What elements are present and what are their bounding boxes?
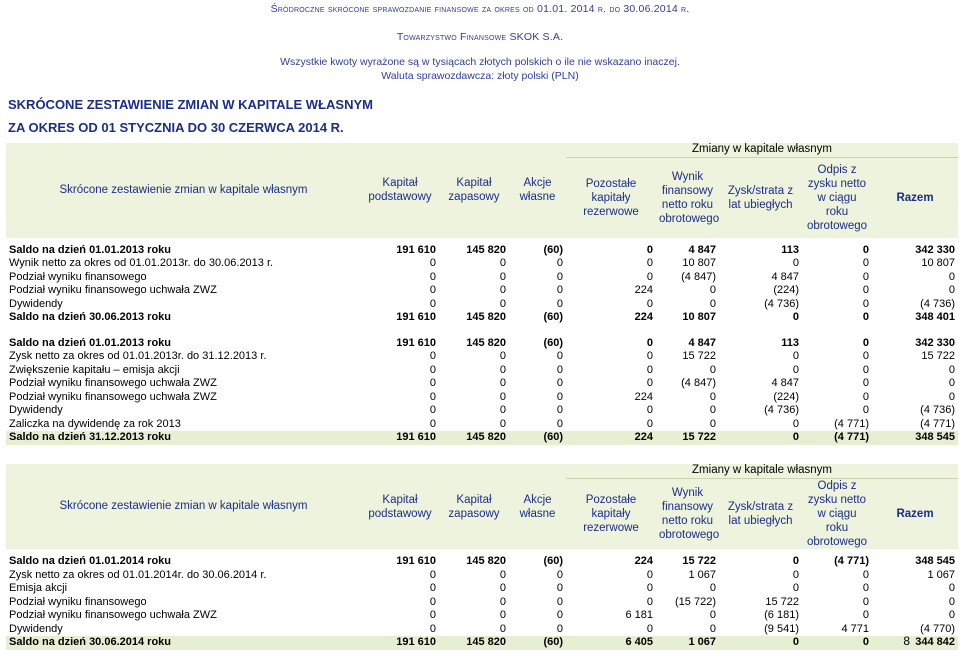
row-value: 0 bbox=[429, 595, 436, 608]
row-value: 0 bbox=[556, 270, 563, 283]
row-label: Podział wyniku finansowego uchwała ZWZ bbox=[9, 609, 217, 621]
row-value: (4 771) bbox=[834, 417, 869, 430]
table-row bbox=[6, 418, 958, 432]
table-row bbox=[6, 298, 958, 312]
col-header: Kapitał zapasowy bbox=[439, 464, 509, 549]
row-value: 0 bbox=[499, 595, 506, 608]
row-value: 0 bbox=[792, 311, 799, 323]
row-value: 0 bbox=[556, 350, 563, 362]
row-value: 0 bbox=[709, 284, 716, 296]
row-value: 0 bbox=[429, 363, 436, 376]
row-value: 0 bbox=[719, 431, 802, 445]
table-row bbox=[6, 244, 958, 258]
row-value: 0 bbox=[709, 390, 716, 403]
row-value: 0 bbox=[948, 582, 956, 594]
row-value: 10 807 bbox=[921, 257, 956, 269]
row-label: Saldo na dzień 01.01.2013 roku bbox=[9, 336, 172, 349]
row-value: 0 bbox=[556, 622, 563, 635]
row-value: 0 bbox=[862, 609, 869, 621]
row-value: 224 bbox=[634, 311, 653, 323]
col-header: Kapitał zapasowy bbox=[439, 143, 509, 238]
row-value: 0 bbox=[646, 336, 653, 349]
col-header: Kapitał podstawowy bbox=[361, 143, 439, 238]
equity-changes-table-1 bbox=[6, 143, 958, 445]
row-value: 344 842 bbox=[872, 636, 958, 650]
row-value: (6 181) bbox=[764, 609, 799, 621]
row-value: 0 bbox=[499, 404, 506, 416]
row-value: 191 610 bbox=[361, 636, 439, 650]
row-value: 0 bbox=[862, 595, 869, 608]
row-label: Zaliczka na dywidendę za rok 2013 bbox=[9, 417, 181, 430]
table-header-label: Skrócone zestawienie zmian w kapitale własnym bbox=[6, 464, 361, 549]
row-value: 0 bbox=[499, 390, 506, 403]
row-value: 0 bbox=[792, 582, 799, 594]
table-row bbox=[6, 404, 958, 418]
group-header: Zmiany w kapitale własnym bbox=[566, 143, 958, 158]
table-row bbox=[6, 623, 958, 637]
row-value: 0 bbox=[646, 568, 653, 581]
row-value: 0 bbox=[646, 350, 653, 362]
row-value: 0 bbox=[862, 311, 869, 323]
row-label: Emisja akcji bbox=[9, 582, 68, 594]
table-row bbox=[6, 350, 958, 364]
row-value: 0 bbox=[862, 297, 869, 310]
row-value: 113 bbox=[781, 243, 799, 256]
row-value: 4 847 bbox=[688, 243, 716, 256]
table-row bbox=[6, 391, 958, 405]
row-value: 342 330 bbox=[915, 243, 956, 256]
row-value: 0 bbox=[646, 417, 653, 430]
row-value: (15 722) bbox=[675, 595, 716, 608]
row-value: 0 bbox=[429, 404, 436, 416]
row-value: 0 bbox=[862, 363, 869, 376]
row-value: 145 820 bbox=[439, 431, 509, 445]
table-row bbox=[6, 582, 958, 596]
row-value: (60) bbox=[509, 636, 566, 650]
col-header: Akcje własne bbox=[509, 143, 566, 238]
row-value: 0 bbox=[792, 417, 799, 430]
table-row bbox=[6, 311, 958, 325]
col-header: Odpis z zysku netto w ciągu roku obrotowego bbox=[802, 158, 872, 238]
row-value: 0 bbox=[499, 270, 506, 283]
row-value: 348 545 bbox=[872, 431, 958, 445]
row-value: (60) bbox=[509, 431, 566, 445]
row-value: 224 bbox=[634, 390, 653, 403]
row-label: Saldo na dzień 01.01.2013 roku bbox=[9, 243, 172, 256]
row-value: 10 807 bbox=[682, 257, 716, 269]
table-row bbox=[6, 271, 958, 285]
row-value: 0 bbox=[646, 582, 653, 594]
row-label: Podział wyniku finansowego uchwała ZWZ bbox=[9, 284, 217, 296]
row-value: 0 bbox=[646, 243, 653, 256]
row-value: 0 bbox=[709, 582, 716, 594]
row-value: 145 820 bbox=[466, 243, 506, 256]
row-value: 224 bbox=[634, 555, 653, 567]
row-label: Podział wyniku finansowego uchwała ZWZ bbox=[9, 390, 217, 403]
col-header: Razem bbox=[872, 158, 958, 238]
row-value: 0 bbox=[792, 363, 799, 376]
row-value: 0 bbox=[499, 257, 506, 269]
row-value: 15 722 bbox=[682, 555, 716, 567]
row-value: 0 bbox=[499, 297, 506, 310]
company-name: Towarzystwo Finansowe SKOK S.A. bbox=[396, 31, 564, 43]
row-value: 0 bbox=[792, 555, 799, 567]
row-value: 0 bbox=[429, 390, 436, 403]
row-value: 0 bbox=[646, 270, 653, 283]
row-value: 4 771 bbox=[841, 622, 869, 635]
row-value: 0 bbox=[429, 350, 436, 362]
row-label: Zysk netto za okres od 01.01.2014r. do 30.06.2014 r. bbox=[9, 568, 267, 581]
row-value: 0 bbox=[499, 417, 506, 430]
row-value: 0 bbox=[948, 595, 956, 608]
row-value: 0 bbox=[499, 582, 506, 594]
col-header: Razem bbox=[872, 479, 958, 550]
row-value: 0 bbox=[948, 377, 956, 389]
table-row bbox=[6, 257, 958, 271]
group-header: Zmiany w kapitale własnym bbox=[566, 464, 958, 479]
row-value: 15 722 bbox=[765, 595, 799, 608]
row-label: Dywidendy bbox=[9, 404, 63, 416]
row-label: Saldo na dzień 30.06.2013 roku bbox=[9, 311, 172, 323]
report-title: Śródroczne skrócone sprawozdanie finansowe za okres od 01.01. 2014 r. do 30.06.2014 r. bbox=[270, 3, 690, 15]
row-value: 0 bbox=[646, 363, 653, 376]
row-value: (4 736) bbox=[764, 297, 799, 310]
row-value: 0 bbox=[499, 363, 506, 376]
row-value: 191 610 bbox=[396, 555, 436, 567]
row-label: Saldo na dzień 01.01.2014 roku bbox=[9, 555, 172, 567]
row-value: 0 bbox=[709, 609, 716, 621]
row-value: (4 771) bbox=[802, 431, 872, 445]
row-value: 342 330 bbox=[915, 336, 956, 349]
table-row bbox=[6, 609, 958, 623]
row-value: 348 545 bbox=[915, 555, 956, 567]
row-value: 0 bbox=[429, 297, 436, 310]
table-row bbox=[6, 431, 958, 445]
row-value: 0 bbox=[709, 297, 716, 310]
row-value: 4 847 bbox=[688, 336, 716, 349]
row-value: 0 bbox=[429, 568, 436, 581]
row-value: 0 bbox=[948, 270, 956, 283]
row-value: 0 bbox=[556, 568, 563, 581]
row-value: 1 067 bbox=[656, 636, 719, 650]
currency-note: Waluta sprawozdawcza: złoty polski (PLN) bbox=[381, 70, 579, 82]
row-value: 0 bbox=[862, 336, 869, 349]
row-value: 0 bbox=[646, 595, 653, 608]
row-value: 0 bbox=[556, 297, 563, 310]
equity-changes-table-2 bbox=[6, 464, 958, 650]
statement-title: SKRÓCONE ZESTAWIENIE ZMIAN W KAPITALE WŁASNYM bbox=[8, 97, 373, 112]
row-value: (60) bbox=[543, 555, 563, 567]
row-value: 0 bbox=[862, 568, 869, 581]
row-value: 0 bbox=[719, 636, 802, 650]
row-value: 0 bbox=[499, 377, 506, 389]
row-value: 0 bbox=[429, 609, 436, 621]
row-value: 0 bbox=[709, 404, 716, 416]
row-value: 6 181 bbox=[625, 609, 653, 621]
row-value: 0 bbox=[792, 350, 799, 362]
row-value: 6 405 bbox=[566, 636, 656, 650]
table-row bbox=[6, 569, 958, 583]
row-label: Zwiększenie kapitału – emisja akcji bbox=[9, 363, 180, 376]
row-value: 0 bbox=[556, 404, 563, 416]
col-header: Wynik finansowy netto roku obrotowego bbox=[656, 158, 719, 238]
amounts-note: Wszystkie kwoty wyrażone są w tysiącach złotych polskich o ile nie wskazano inaczej. bbox=[280, 56, 680, 68]
col-header: Pozostałe kapitały rezerwowe bbox=[566, 479, 656, 550]
row-label: Zysk netto za okres od 01.01.2013r. do 31.12.2013 r. bbox=[9, 350, 267, 362]
table-row bbox=[6, 337, 958, 351]
row-value: 15 722 bbox=[656, 431, 719, 445]
col-header: Zysk/strata z lat ubiegłych bbox=[719, 479, 802, 550]
row-value: 145 820 bbox=[466, 336, 506, 349]
row-label: Podział wyniku finansowego bbox=[9, 595, 147, 608]
row-value: 0 bbox=[646, 622, 653, 635]
row-value: (4 847) bbox=[681, 377, 716, 389]
table-row bbox=[6, 364, 958, 378]
row-label: Saldo na dzień 30.06.2014 roku bbox=[6, 636, 361, 650]
row-value: 0 bbox=[862, 350, 869, 362]
row-value: 0 bbox=[556, 284, 563, 296]
row-value: (4 770) bbox=[920, 622, 956, 635]
row-value: 1 067 bbox=[927, 568, 956, 581]
row-value: 0 bbox=[556, 390, 563, 403]
row-value: (60) bbox=[543, 243, 563, 256]
row-value: 0 bbox=[862, 257, 869, 269]
table-header-label: Skrócone zestawienie zmian w kapitale własnym bbox=[6, 143, 361, 238]
row-value: 191 610 bbox=[396, 311, 436, 323]
row-value: 0 bbox=[556, 609, 563, 621]
row-value: 0 bbox=[429, 257, 436, 269]
row-value: 1 067 bbox=[688, 568, 716, 581]
row-value: (4 847) bbox=[681, 270, 716, 283]
row-value: 191 610 bbox=[396, 243, 436, 256]
row-value: 145 820 bbox=[466, 555, 506, 567]
row-value: 0 bbox=[499, 622, 506, 635]
row-value: 0 bbox=[646, 377, 653, 389]
row-value: 0 bbox=[862, 377, 869, 389]
statement-period: ZA OKRES OD 01 STYCZNIA DO 30 CZERWCA 2014 R. bbox=[8, 120, 344, 135]
row-value: 0 bbox=[646, 297, 653, 310]
row-value: (60) bbox=[543, 311, 563, 323]
table-row bbox=[6, 377, 958, 391]
row-value: 0 bbox=[802, 636, 872, 650]
row-value: (4 771) bbox=[834, 555, 869, 567]
row-value: 0 bbox=[948, 363, 956, 376]
row-label: Saldo na dzień 31.12.2013 roku bbox=[6, 431, 361, 445]
row-value: 145 820 bbox=[439, 636, 509, 650]
col-header: Akcje własne bbox=[509, 464, 566, 549]
row-value: 113 bbox=[781, 336, 799, 349]
row-value: 191 610 bbox=[361, 431, 439, 445]
table-row bbox=[6, 636, 958, 650]
row-value: 0 bbox=[556, 363, 563, 376]
row-value: (224) bbox=[773, 284, 799, 296]
row-value: 0 bbox=[429, 417, 436, 430]
row-value: 191 610 bbox=[396, 336, 436, 349]
table-row bbox=[6, 596, 958, 610]
row-value: 0 bbox=[429, 377, 436, 389]
row-value: 0 bbox=[709, 622, 716, 635]
row-value: 10 807 bbox=[682, 311, 716, 323]
row-value: 0 bbox=[556, 417, 563, 430]
col-header: Odpis z zysku netto w ciągu roku obrotowego bbox=[802, 479, 872, 550]
row-value: 0 bbox=[646, 257, 653, 269]
row-value: (224) bbox=[773, 390, 799, 403]
row-value: 0 bbox=[499, 568, 506, 581]
row-value: 224 bbox=[566, 431, 656, 445]
row-value: 0 bbox=[499, 350, 506, 362]
row-value: 348 401 bbox=[915, 311, 956, 323]
row-value: (60) bbox=[543, 336, 563, 349]
row-value: 0 bbox=[709, 363, 716, 376]
row-value: 0 bbox=[862, 270, 869, 283]
row-value: 0 bbox=[556, 595, 563, 608]
col-header: Wynik finansowy netto roku obrotowego bbox=[656, 479, 719, 550]
page-number: 8 bbox=[903, 634, 910, 648]
row-label: Podział wyniku finansowego bbox=[9, 270, 147, 283]
row-label: Podział wyniku finansowego uchwała ZWZ bbox=[9, 377, 217, 389]
row-value: 0 bbox=[862, 404, 869, 416]
row-value: (4 736) bbox=[764, 404, 799, 416]
row-value: 0 bbox=[556, 257, 563, 269]
row-value: 0 bbox=[556, 582, 563, 594]
row-value: 0 bbox=[948, 609, 956, 621]
row-value: 0 bbox=[862, 390, 869, 403]
col-header: Pozostałe kapitały rezerwowe bbox=[566, 158, 656, 238]
col-header: Zysk/strata z lat ubiegłych bbox=[719, 158, 802, 238]
row-value: 145 820 bbox=[466, 311, 506, 323]
row-value: 0 bbox=[429, 284, 436, 296]
row-value: (9 541) bbox=[764, 622, 799, 635]
row-value: (4 736) bbox=[920, 404, 956, 416]
row-value: 4 847 bbox=[771, 270, 799, 283]
row-value: 0 bbox=[862, 284, 869, 296]
row-label: Dywidendy bbox=[9, 297, 63, 310]
row-value: 0 bbox=[948, 284, 956, 296]
col-header: Kapitał podstawowy bbox=[361, 464, 439, 549]
row-value: 0 bbox=[429, 622, 436, 635]
table-row bbox=[6, 555, 958, 569]
row-value: 0 bbox=[646, 404, 653, 416]
row-label: Dywidendy bbox=[9, 622, 63, 635]
row-value: 0 bbox=[862, 243, 869, 256]
row-value: 0 bbox=[429, 582, 436, 594]
row-value: 15 722 bbox=[921, 350, 956, 362]
row-value: 0 bbox=[948, 390, 956, 403]
table-row bbox=[6, 284, 958, 298]
row-value: 0 bbox=[556, 377, 563, 389]
row-value: (4 736) bbox=[920, 297, 956, 310]
row-value: 0 bbox=[792, 257, 799, 269]
row-value: 4 847 bbox=[771, 377, 799, 389]
row-value: 224 bbox=[634, 284, 653, 296]
row-value: 0 bbox=[499, 609, 506, 621]
row-value: 0 bbox=[429, 270, 436, 283]
row-value: 15 722 bbox=[682, 350, 716, 362]
row-value: (4 771) bbox=[920, 417, 956, 430]
row-value: 0 bbox=[709, 417, 716, 430]
row-value: 0 bbox=[862, 582, 869, 594]
row-label: Wynik netto za okres od 01.01.2013r. do 30.06.2013 r. bbox=[9, 257, 274, 269]
row-value: 0 bbox=[792, 568, 799, 581]
row-value: 0 bbox=[499, 284, 506, 296]
